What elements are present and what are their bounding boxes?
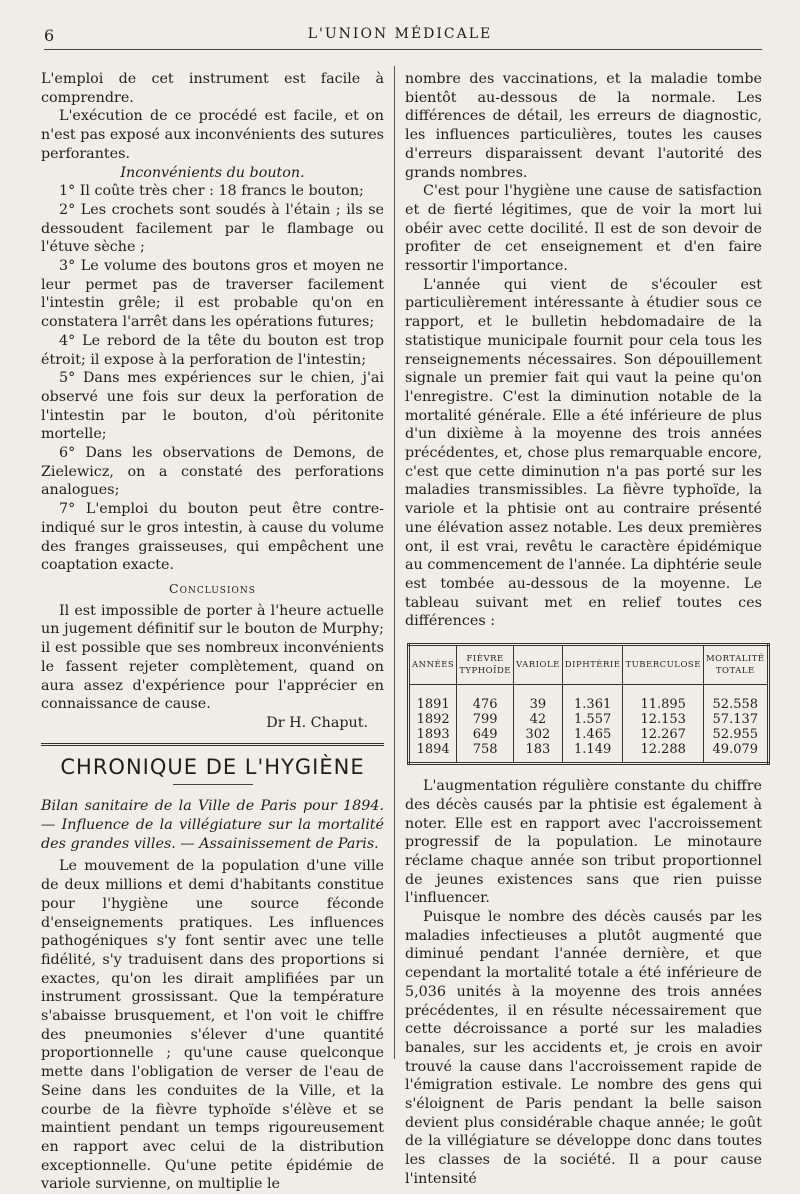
author-signature: Dr H. Chaput. [266,714,368,731]
column-header: TUBERCULOSE [623,645,704,685]
table-cell: 1894 [416,742,450,758]
inconvenients-heading: Inconvénients du bouton. [120,164,305,181]
table-cell: 12.288 [623,742,704,764]
title-underline [173,784,253,785]
table-row [409,712,769,727]
table-cell: 1.557 [562,712,623,727]
table-cell: 39 [514,685,563,713]
table-cell: 52.955 [703,727,768,742]
chronique-title: CHRONIQUE DE L'HYGIÈNE [60,754,365,779]
table-cell: 799 [457,712,514,727]
inconvenient-item: 6° Dans les observations de Demons, de Zielewicz, on a constaté des perforations analogues; [41,445,384,499]
table-cell: 1.465 [562,727,623,742]
conclusions-paragraph: Il est impossible de porter à l'heure actuelle un jugement définitif sur le bouton de Murphy; il est possible que ses nombreux inconvénients le fassent rejeter complètement, quand on aura assez d'expérience pour l'apprécier en connaissance de cause. [41,602,384,713]
inconvenient-item: 3° Le volume des boutons gros et moyen ne leur permet pas de traverser facilement l'intestin grêle; il est probable qu'on en constatera l'arrêt dans les opérations futures; [41,258,384,331]
table-header-row [409,645,769,685]
table-cell: 1893 [416,727,450,743]
inconvenient-item: 1° Il coûte très cher : 18 francs le bouton; [59,183,364,200]
table-cell: 649 [457,727,514,742]
table-row [409,742,769,764]
table-cell: 49.079 [703,742,768,764]
table-row [409,727,769,742]
column-header: VARIOLE [514,645,563,685]
intro-paragraph-1: L'emploi de cet instrument est facile à comprendre. [41,71,384,106]
chronique-body: Le mouvement de la population d'une ville de deux millions et demi d'habitants constitue pour l'hygiène une source féconde d'enseignements pratiques. Les influences pathogéniques s'y font sentir avec une telle fidélité, s'y traduisent dans des proportions si exactes, qu'on les dirait amplifiées par un instrument grossissant. Que la température s'abaisse brusquement, et l'on voit le chiffre des pneumonies s'élever d'une quantité proportionnelle ; qu'une cause quelconque mette dans l'obligation de verser de l'eau de Seine dans les conduites de la Ville, et la courbe de la fièvre typhoïde s'élève et se maintient pendant un temps rigoureusement en rapport avec celui de la distribution exceptionnelle. Qu'une petite épidémie de variole survienne, on multiplie le [41,858,384,1193]
page-header [0,26,800,46]
table-cell: 1.149 [562,742,623,764]
table-cell: 12.267 [623,727,704,742]
table-cell: 1.361 [562,685,623,713]
table-cell: 302 [514,727,563,742]
right-paragraph-5: Puisque le nombre des décès causés par les maladies infectieuses a plutôt augmenté que diminué pendant l'année dernière, et que cependant la mortalité totale a été inférieure de 5,036 unités à la moyenne des trois années précédentes, il en résulte nécessairement que cette décroissance a porté sur les maladies banales, sur les accidents et, je crois en avoir trouvé la cause dans l'accroissement rapide de l'émigration estivale. Le nombre des gens qui s'éloignent de Paris pendant la belle saison devient plus considérable chaque année; le goût de la villégiature se développe donc dans toutes les classes de la société. Il a pour cause l'intensité [405,909,762,1187]
table-row [409,685,769,713]
conclusions-heading: Conclusions [169,580,256,596]
table-cell: 52.558 [703,685,768,713]
right-paragraph-4: L'augmentation régulière constante du chiffre des décès causés par la phtisie est également à noter. Elle est en rapport avec l'accroissement progressif de la population. Le minotaure réclame chaque année son tribut proportionnel de jeunes existences sans que rien puisse l'influencer. [405,778,762,907]
section-double-rule [41,743,384,746]
table-cell: 758 [457,742,514,764]
intro-paragraph-2: L'exécution de ce procédé est facile, et on n'est pas exposé aux inconvénients des sutures perforantes. [41,108,384,162]
mortality-table [407,643,770,765]
inconvenient-item: 4° Le rebord de la tête du bouton est trop étroit; il expose à la perforation de l'intestin; [41,332,384,368]
column-header: MORTALITÉ TOTALE [703,645,768,685]
left-column [41,70,384,1194]
table-cell: 476 [457,685,514,713]
right-paragraph-2: C'est pour l'hygiène une cause de satisfaction et de fierté légitimes, que de voir la mort lui obéir avec cette docilité. Il est de son devoir de profiter de cet enseignement et d'en faire ressortir l'importance. [405,183,762,275]
inconvenient-item: 5° Dans mes expériences sur le chien, j'ai observé une fois sur deux la perforation de l'intestin par le bouton, d'où péritonite mortelle; [41,370,384,443]
table-cell: 1892 [416,712,450,728]
inconvenient-item: 7° L'emploi du bouton peut être contre-indiqué sur le gros intestin, à cause du volume des franges graisseuses, qui empêchent une coaptation exacte. [41,501,384,574]
running-title: L'UNION MÉDICALE [307,26,493,42]
column-header: DIPHTÉRIE [562,645,623,685]
header-rule [44,49,762,50]
right-column [405,70,765,1189]
page-number: 6 [44,26,55,45]
table-cell: 57.137 [703,712,768,727]
column-header: ANNÉES [409,645,457,685]
right-paragraph-3: L'année qui vient de s'écouler est particulièrement intéressante à étudier sous ce rapport, et le bulletin hebdomadaire de la statistique municipale fournit pour cela tous les renseignements nécessaires. Son dépouillement signale un premier fait qui vaut la peine qu'on l'enregistre. C'est la diminution notable de la mortalité générale. Elle a été inférieure de plus d'un dixième à la moyenne des trois années précédentes, et, chose plus remarquable encore, c'est que cette diminution n'a pas porté sur les maladies transmissibles. La fièvre typhoïde, la variole et la phtisie ont au contraire présenté une élévation assez notable. Les deux premières ont, il est vrai, revêtu le caractère épidémique au commencement de l'année. La diphtérie seule est tombée au-dessous de la moyenne. Le tableau suivant met en relief toutes ces différences : [405,276,762,630]
table-cell: 42 [514,712,563,727]
table-cell: 11.895 [623,685,704,713]
chronique-subtitle: Bilan sanitaire de la Ville de Paris pour 1894. — Influence de la villégiature sur la mortalité des grandes villes. — Assainissement de Paris. [41,798,384,852]
table-cell: 1891 [416,697,450,713]
column-header: FIÈVRE TYPHOÏDE [457,645,514,685]
right-paragraph-1: nombre des vaccinations, et la maladie tombe bientôt au-dessous de la normale. Les différences de détail, les erreurs de diagnostic, les influences particulières, toutes les causes d'erreurs disparaissent devant l'autorité des grands nombres. [405,71,762,181]
table-cell: 12.153 [623,712,704,727]
column-divider [394,66,395,1059]
table-cell: 183 [514,742,563,764]
inconvenient-item: 2° Les crochets sont soudés à l'étain ; ils se dessoudent facilement par le flambage ou l'étuve sèche ; [41,201,384,256]
